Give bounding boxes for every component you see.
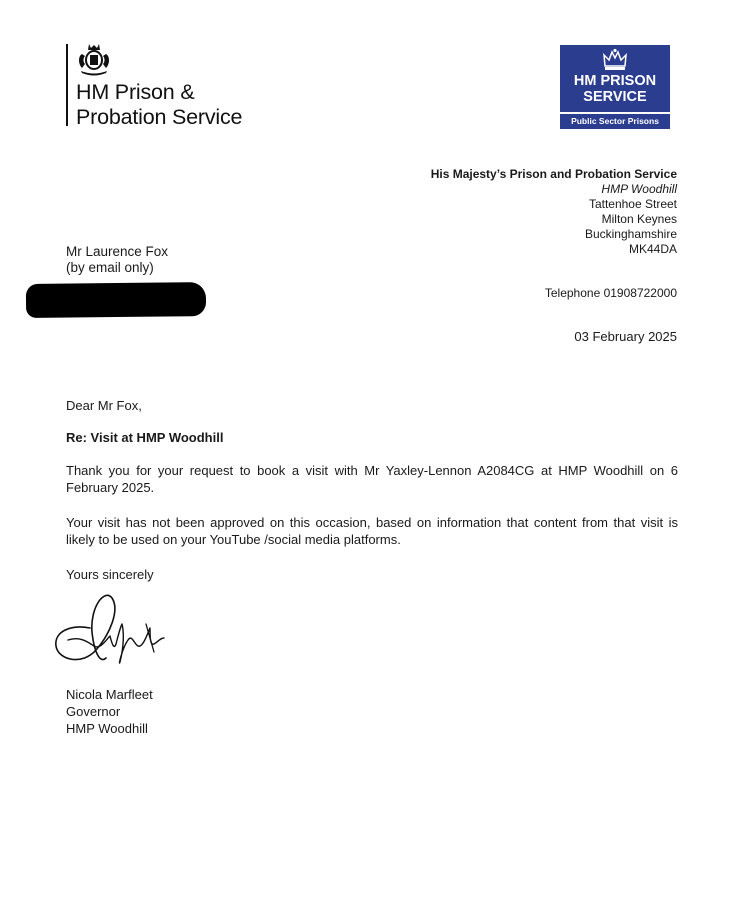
signatory-block bbox=[66, 686, 153, 737]
handwritten-signature bbox=[50, 588, 170, 676]
sender-postcode: MK44DA bbox=[628, 242, 677, 256]
sender-organisation: His Majesty’s Prison and Probation Service bbox=[430, 167, 677, 181]
signatory-title: Governor bbox=[66, 704, 121, 719]
logo-text-line1: HM Prison & bbox=[76, 80, 195, 104]
recipient-block bbox=[66, 244, 168, 276]
logo-strip-text: Public Sector Prisons bbox=[571, 116, 659, 126]
logo-title-line1: HM PRISON bbox=[573, 73, 657, 89]
crown-icon bbox=[602, 48, 628, 72]
paragraph-1: Thank you for your request to book a visit with Mr Yaxley-Lennon A2084CG at HMP Woodhill on 6 February 2025. bbox=[66, 463, 678, 495]
sender-address bbox=[431, 167, 677, 257]
recipient-name: Mr Laurence Fox bbox=[66, 244, 169, 259]
telephone: Telephone 01908722000 bbox=[544, 286, 677, 300]
logo-text-line2: Probation Service bbox=[76, 105, 243, 129]
recipient-delivery: (by email only) bbox=[66, 260, 154, 275]
sender-county: Buckinghamshire bbox=[584, 227, 677, 241]
sender-town: Milton Keynes bbox=[601, 212, 677, 226]
redaction-mark bbox=[26, 282, 206, 318]
logo-divider bbox=[66, 44, 68, 126]
hmpps-logo bbox=[66, 42, 266, 129]
sender-street: Tattenhoe Street bbox=[588, 197, 677, 211]
subject-line: Re: Visit at HMP Woodhill bbox=[66, 430, 224, 445]
signatory-establishment: HMP Woodhill bbox=[66, 721, 148, 736]
sender-establishment: HMP Woodhill bbox=[601, 182, 677, 196]
signatory-name: Nicola Marfleet bbox=[66, 687, 153, 702]
royal-crest-icon bbox=[76, 42, 112, 76]
salutation: Dear Mr Fox, bbox=[66, 398, 142, 413]
hm-prison-service-logo bbox=[560, 45, 670, 129]
letter-date: 03 February 2025 bbox=[574, 329, 677, 344]
paragraph-2: Your visit has not been approved on this occasion, based on information that content from that visit is likely to be used on your YouTube /social media platforms. bbox=[66, 515, 678, 547]
logo-title-line2: SERVICE bbox=[583, 89, 647, 105]
closing: Yours sincerely bbox=[66, 567, 154, 582]
